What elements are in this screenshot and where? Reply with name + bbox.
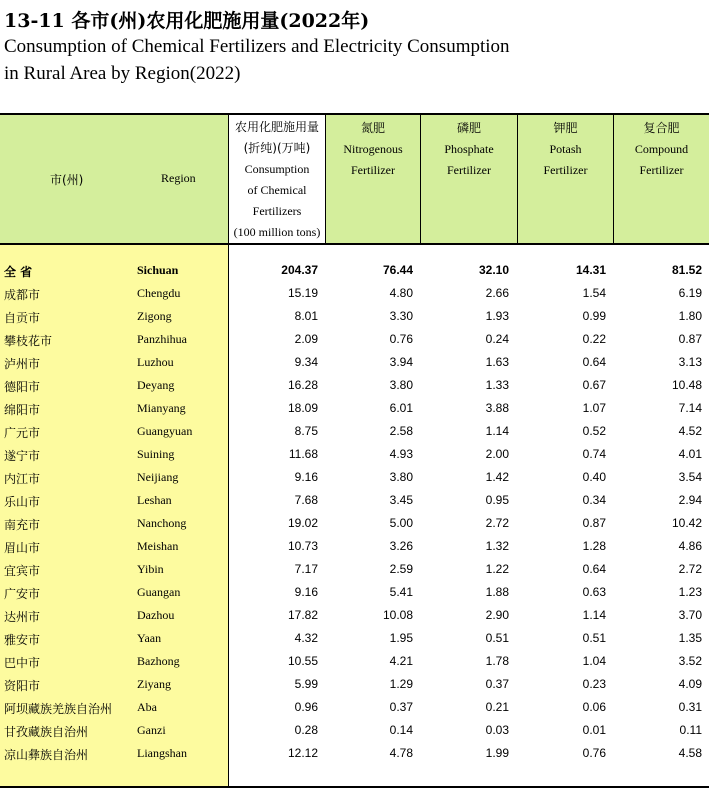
header-col2-line: Fertilizer xyxy=(351,163,395,177)
phosphate-value: 0.03 xyxy=(485,723,509,737)
header-total-consumption xyxy=(228,115,325,243)
compound-value: 1.23 xyxy=(678,585,702,599)
header-compound xyxy=(613,115,709,243)
region-name-en: Liangshan xyxy=(137,746,187,760)
region-name-en: Mianyang xyxy=(137,401,186,415)
phosphate-value: 0.51 xyxy=(485,631,509,645)
compound-value: 3.52 xyxy=(678,654,702,668)
nitrogenous-value: 3.26 xyxy=(389,539,413,553)
potash-value: 1.54 xyxy=(582,286,606,300)
region-name-en: Dazhou xyxy=(137,608,175,622)
total-consumption-value: 10.73 xyxy=(287,539,318,553)
phosphate-value: 0.21 xyxy=(485,700,509,714)
nitrogenous-value: 2.58 xyxy=(389,424,413,438)
total-consumption-value: 2.09 xyxy=(294,332,318,346)
region-name-en: Bazhong xyxy=(137,654,180,668)
header-col4-line: Fertilizer xyxy=(543,163,588,177)
phosphate-value: 0.95 xyxy=(485,493,509,507)
compound-value: 0.11 xyxy=(679,723,702,737)
table-row xyxy=(0,421,709,444)
region-name-cn: 南充市 xyxy=(4,518,41,532)
potash-value: 1.28 xyxy=(582,539,606,553)
table-row xyxy=(0,444,709,467)
phosphate-value: 1.32 xyxy=(485,539,509,553)
compound-value: 10.42 xyxy=(671,516,702,530)
header-region-cn: 市(州) xyxy=(50,173,84,187)
phosphate-value: 1.14 xyxy=(485,424,509,438)
region-name-cn: 达州市 xyxy=(4,610,41,624)
phosphate-value: 2.00 xyxy=(485,447,509,461)
compound-value: 2.72 xyxy=(678,562,702,576)
phosphate-value: 1.42 xyxy=(485,470,509,484)
header-col4-line: 钾肥 xyxy=(553,121,578,135)
total-consumption-value: 17.82 xyxy=(287,608,318,622)
total-consumption-value: 7.17 xyxy=(294,562,318,576)
page-title-english-line2: in Rural Area by Region(2022) xyxy=(4,63,241,84)
compound-value: 3.54 xyxy=(678,470,702,484)
potash-value: 0.34 xyxy=(582,493,606,507)
phosphate-value: 0.24 xyxy=(485,332,509,346)
potash-value: 0.67 xyxy=(582,378,606,392)
region-name-en: Ziyang xyxy=(137,677,171,691)
region-name-en: Leshan xyxy=(137,493,172,507)
phosphate-value: 1.22 xyxy=(485,562,509,576)
header-col1-line: of Chemical xyxy=(247,183,307,197)
potash-value: 1.07 xyxy=(582,401,606,415)
compound-value: 0.87 xyxy=(678,332,702,346)
potash-value: 0.51 xyxy=(582,631,606,645)
region-name-cn: 德阳市 xyxy=(4,380,41,394)
total-consumption-value: 4.32 xyxy=(294,631,318,645)
table-row xyxy=(0,283,709,306)
nitrogenous-value: 76.44 xyxy=(382,263,413,277)
region-name-cn: 全 省 xyxy=(4,265,33,279)
total-consumption-value: 5.99 xyxy=(294,677,318,691)
compound-value: 7.14 xyxy=(678,401,702,415)
region-name-en: Neijiang xyxy=(137,470,179,484)
phosphate-value: 1.88 xyxy=(485,585,509,599)
region-name-cn: 成都市 xyxy=(4,288,41,302)
region-name-en: Meishan xyxy=(137,539,179,553)
region-name-en: Chengdu xyxy=(137,286,181,300)
potash-value: 0.40 xyxy=(582,470,606,484)
potash-value: 0.06 xyxy=(582,700,606,714)
nitrogenous-value: 4.78 xyxy=(389,746,413,760)
header-col5-line: 复合肥 xyxy=(643,121,680,135)
region-name-cn: 宜宾市 xyxy=(4,564,41,578)
header-col3-line: Phosphate xyxy=(444,142,494,156)
table-header xyxy=(0,113,709,245)
compound-value: 6.19 xyxy=(678,286,702,300)
region-name-en: Ganzi xyxy=(137,723,166,737)
table-row xyxy=(0,375,709,398)
potash-value: 0.99 xyxy=(582,309,606,323)
nitrogenous-value: 0.14 xyxy=(389,723,413,737)
header-col5-line: Fertilizer xyxy=(639,163,684,177)
header-col4-line: Potash xyxy=(549,142,582,156)
header-phosphate xyxy=(420,115,517,243)
total-consumption-value: 204.37 xyxy=(281,263,318,277)
potash-value: 0.52 xyxy=(582,424,606,438)
table-row xyxy=(0,582,709,605)
region-name-en: Suining xyxy=(137,447,175,461)
region-name-en: Guangyuan xyxy=(137,424,193,438)
header-col1-line: 农用化肥施用量 xyxy=(234,120,319,134)
header-region-cell xyxy=(0,115,228,243)
total-consumption-value: 18.09 xyxy=(287,401,318,415)
total-consumption-value: 19.02 xyxy=(287,516,318,530)
potash-value: 0.74 xyxy=(582,447,606,461)
phosphate-value: 1.33 xyxy=(485,378,509,392)
nitrogenous-value: 2.59 xyxy=(389,562,413,576)
compound-value: 2.94 xyxy=(678,493,702,507)
potash-value: 0.23 xyxy=(582,677,606,691)
region-name-cn: 绵阳市 xyxy=(4,403,41,417)
potash-value: 0.64 xyxy=(582,562,606,576)
nitrogenous-value: 3.80 xyxy=(389,470,413,484)
table-row xyxy=(0,720,709,743)
table-row xyxy=(0,490,709,513)
region-name-en: Zigong xyxy=(137,309,172,323)
total-consumption-value: 9.16 xyxy=(294,585,318,599)
page-title-chinese: 13-11 各市(州)农用化肥施用量(2022年) xyxy=(4,10,370,32)
nitrogenous-value: 10.08 xyxy=(382,608,413,622)
nitrogenous-value: 3.30 xyxy=(389,309,413,323)
phosphate-value: 2.66 xyxy=(485,286,509,300)
nitrogenous-value: 4.93 xyxy=(389,447,413,461)
nitrogenous-value: 0.37 xyxy=(389,700,413,714)
compound-value: 10.48 xyxy=(671,378,702,392)
region-name-cn: 阿坝藏族羌族自治州 xyxy=(4,702,113,716)
header-col5-line: Compound xyxy=(634,142,689,156)
total-consumption-value: 9.16 xyxy=(294,470,318,484)
table-row xyxy=(0,329,709,352)
phosphate-value: 32.10 xyxy=(478,263,509,277)
total-consumption-value: 11.68 xyxy=(288,447,318,461)
phosphate-value: 1.99 xyxy=(485,746,509,760)
region-name-cn: 内江市 xyxy=(4,472,41,486)
region-name-en: Aba xyxy=(137,700,157,714)
nitrogenous-value: 3.45 xyxy=(389,493,413,507)
compound-value: 4.52 xyxy=(678,424,702,438)
region-name-en: Luzhou xyxy=(137,355,174,369)
total-consumption-value: 7.68 xyxy=(294,493,318,507)
compound-value: 3.70 xyxy=(678,608,702,622)
table-row xyxy=(0,467,709,490)
potash-value: 1.14 xyxy=(582,608,606,622)
phosphate-value: 3.88 xyxy=(485,401,509,415)
total-consumption-value: 9.34 xyxy=(294,355,318,369)
phosphate-value: 0.37 xyxy=(485,677,509,691)
region-name-cn: 巴中市 xyxy=(4,656,41,670)
nitrogenous-value: 5.00 xyxy=(389,516,413,530)
region-name-cn: 甘孜藏族自治州 xyxy=(4,725,89,739)
potash-value: 0.01 xyxy=(582,723,606,737)
table-row xyxy=(0,306,709,329)
region-name-cn: 遂宁市 xyxy=(4,449,41,463)
nitrogenous-value: 6.01 xyxy=(389,401,413,415)
table-row xyxy=(0,398,709,421)
compound-value: 81.52 xyxy=(671,263,702,277)
header-potash xyxy=(517,115,613,243)
phosphate-value: 1.63 xyxy=(485,355,509,369)
table-row-total xyxy=(0,260,709,283)
header-region-en: Region xyxy=(161,171,196,185)
potash-value: 0.76 xyxy=(582,746,606,760)
table-bottom-rule xyxy=(0,786,709,788)
nitrogenous-value: 3.94 xyxy=(389,355,413,369)
region-name-cn: 攀枝花市 xyxy=(4,334,53,348)
compound-value: 4.58 xyxy=(678,746,702,760)
region-name-cn: 广元市 xyxy=(4,426,41,440)
header-col1-line: (折纯)(万吨) xyxy=(243,141,311,155)
header-col3-line: 磷肥 xyxy=(456,121,481,135)
page-title-english-line1: Consumption of Chemical Fertilizers and Electricity Consumption xyxy=(4,36,510,57)
total-consumption-value: 15.19 xyxy=(287,286,318,300)
region-name-cn: 自贡市 xyxy=(4,311,41,325)
potash-value: 0.87 xyxy=(582,516,606,530)
total-consumption-value: 8.01 xyxy=(294,309,318,323)
header-col3-line: Fertilizer xyxy=(447,163,491,177)
potash-value: 0.63 xyxy=(582,585,606,599)
compound-value: 0.31 xyxy=(678,700,702,714)
region-name-cn: 泸州市 xyxy=(4,357,41,371)
region-name-cn: 凉山彝族自治州 xyxy=(4,748,89,762)
phosphate-value: 2.90 xyxy=(485,608,509,622)
potash-value: 1.04 xyxy=(582,654,606,668)
header-nitrogenous xyxy=(325,115,420,243)
table-row xyxy=(0,559,709,582)
region-name-cn: 雅安市 xyxy=(4,633,41,647)
header-col1-line: Fertilizers xyxy=(252,204,302,218)
header-col2-line: Nitrogenous xyxy=(343,142,403,156)
header-col1-line: (100 million tons) xyxy=(233,225,321,239)
potash-value: 0.22 xyxy=(582,332,606,346)
table-row xyxy=(0,743,709,766)
region-name-cn: 乐山市 xyxy=(4,495,41,509)
table-body xyxy=(0,245,709,786)
region-name-en: Yibin xyxy=(137,562,164,576)
nitrogenous-value: 4.21 xyxy=(389,654,413,668)
region-name-cn: 眉山市 xyxy=(4,541,41,555)
table-row xyxy=(0,651,709,674)
header-col2-line: 氮肥 xyxy=(360,121,385,135)
table-row xyxy=(0,674,709,697)
header-col1-line: Consumption xyxy=(244,162,310,176)
region-name-en: Sichuan xyxy=(137,263,179,277)
region-name-en: Guangan xyxy=(137,585,181,599)
nitrogenous-value: 4.80 xyxy=(389,286,413,300)
total-consumption-value: 8.75 xyxy=(294,424,318,438)
region-name-en: Deyang xyxy=(137,378,175,392)
total-consumption-value: 0.28 xyxy=(294,723,318,737)
region-name-en: Yaan xyxy=(137,631,162,645)
nitrogenous-value: 0.76 xyxy=(389,332,413,346)
nitrogenous-value: 1.95 xyxy=(389,631,413,645)
total-consumption-value: 0.96 xyxy=(294,700,318,714)
compound-value: 1.35 xyxy=(678,631,702,645)
compound-value: 4.86 xyxy=(678,539,702,553)
region-name-en: Nanchong xyxy=(137,516,187,530)
compound-value: 4.01 xyxy=(678,447,702,461)
phosphate-value: 1.78 xyxy=(485,654,509,668)
table-row xyxy=(0,536,709,559)
table-row xyxy=(0,628,709,651)
nitrogenous-value: 1.29 xyxy=(389,677,413,691)
nitrogenous-value: 5.41 xyxy=(389,585,413,599)
compound-value: 1.80 xyxy=(678,309,702,323)
region-name-cn: 广安市 xyxy=(4,587,41,601)
region-name-cn: 资阳市 xyxy=(4,679,41,693)
potash-value: 0.64 xyxy=(582,355,606,369)
phosphate-value: 1.93 xyxy=(485,309,509,323)
region-name-en: Panzhihua xyxy=(137,332,187,346)
total-consumption-value: 16.28 xyxy=(287,378,318,392)
table-row xyxy=(0,697,709,720)
table-row xyxy=(0,513,709,536)
compound-value: 4.09 xyxy=(678,677,702,691)
phosphate-value: 2.72 xyxy=(485,516,509,530)
table-row xyxy=(0,352,709,375)
nitrogenous-value: 3.80 xyxy=(389,378,413,392)
total-consumption-value: 10.55 xyxy=(287,654,318,668)
compound-value: 3.13 xyxy=(678,355,702,369)
table-row xyxy=(0,605,709,628)
total-consumption-value: 12.12 xyxy=(287,746,318,760)
potash-value: 14.31 xyxy=(575,263,606,277)
fertilizer-table xyxy=(0,113,709,786)
